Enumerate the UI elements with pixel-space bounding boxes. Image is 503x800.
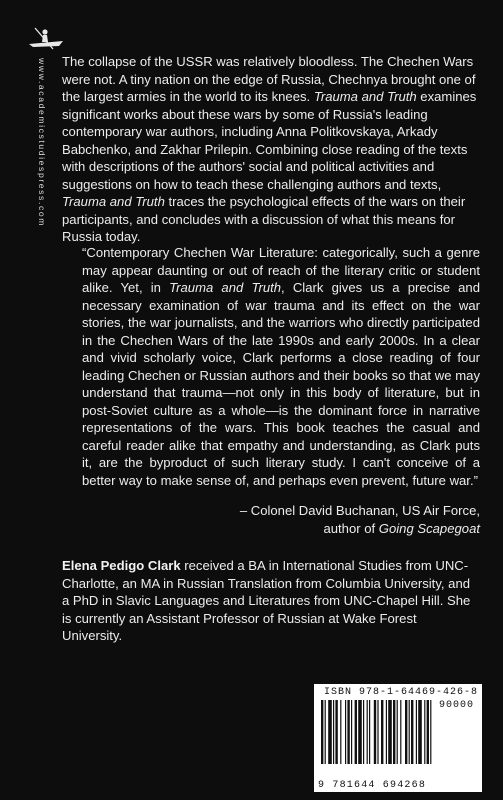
barcode-bar [397,700,398,764]
barcode-bar [328,700,332,764]
author-name: Elena Pedigo Clark [62,558,181,573]
barcode-bar [351,700,352,764]
book-title: Trauma and Truth [169,280,282,295]
barcode-bar [411,700,413,764]
rower-in-boat-icon [27,24,65,52]
endorsement-quote: “Contemporary Chechen War Literature: categorically, such a genre may appear daunting or out of reach of the literary critic or student alike. Yet, in Trauma and Truth, Clark gives us a precise and necessary examination of war trauma and its effect on the war stories, the war journalists, and the warriors who directly participated in the Chechen Wars of the late 1990s and early 2000s. In a clear and vivid scholarly voice, Clark performs a close reading of four leading Chechen or Russian authors and their books so that we may understand that trauma—not only in this body of literature, but in post-Soviet culture as a whole—is the dominant force in narrative representations of the wars. This book teaches the casual and careful reader alike that empathy and understanding, as Clark puts it, are the byproduct of such literary study. I can't conceive of a better way to make sense of, and perhaps even prevent, future war.” [82,245,480,488]
barcode-bar [347,700,349,764]
barcode-bar [325,700,326,764]
barcode-bar [335,700,337,764]
barcode-bar [358,700,362,764]
barcode-bar [381,700,383,764]
barcode-bar [377,700,378,764]
barcode-bar [369,700,370,764]
book-title: Trauma and Truth [313,89,417,104]
barcode-bar [405,700,407,764]
description-paragraph: The collapse of the USSR was relatively bloodless. The Chechen Wars were not. A tiny nation on the edge of Russia, Chechnya brought one of the largest armies in the world to its knees. Trauma and Truth examines significant works about these wars by some of Russia's leading contemporary war authors, including Anna Politkovskaya, Arkady Babchenko, and Zakhar Prilepin. Combining close reading of the texts with descriptions of the authors' social and political activities and suggestions on how to teach these challenging authors and texts, Trauma and Truth traces the psychological effects of the wars on their participants, and concludes with a discussion of what this means for Russia today. [62,54,477,244]
barcode-bar [386,700,387,764]
publisher-url[interactable]: www.academicstudiespress.com [37,58,47,227]
endorsement-attribution: – Colonel David Buchanan, US Air Force, author of Going Scapegoat [239,503,480,536]
barcode-bar [400,700,401,764]
barcode-bars [321,700,477,776]
barcode-bar [340,700,341,764]
barcode-bar [427,700,429,764]
barcode-bar [416,700,417,764]
barcode-bar [430,700,431,764]
barcode-bar [418,700,422,764]
barcode-bar [374,700,376,764]
barcode-bar [388,700,392,764]
endorser-book-title: Going Scapegoat [378,520,480,536]
barcode-bar [424,700,425,764]
book-title: Trauma and Truth [62,194,165,209]
barcode-bar [393,700,395,764]
ean-number: 9 781644 694268 [318,780,427,791]
barcode-bar [409,700,410,764]
barcode-bar [363,700,364,764]
barcode-bar [345,700,346,764]
isbn-barcode [314,684,482,792]
barcode-bar [333,700,334,764]
barcode-bar [355,700,357,764]
isbn-number: ISBN 978-1-64469-426-8 [324,687,479,698]
price-code: 90000 [438,700,474,711]
barcode-bar [367,700,368,764]
author-bio: Elena Pedigo Clark received a BA in International Studies from UNC-Charlotte, an MA in Russian Translation from Columbia University, and a PhD in Slavic Languages and Literatures from UNC-Chapel Hill. She is currently an Assistant Professor of Russian at Wake Forest University. [62,558,471,643]
barcode-bar [321,700,323,764]
